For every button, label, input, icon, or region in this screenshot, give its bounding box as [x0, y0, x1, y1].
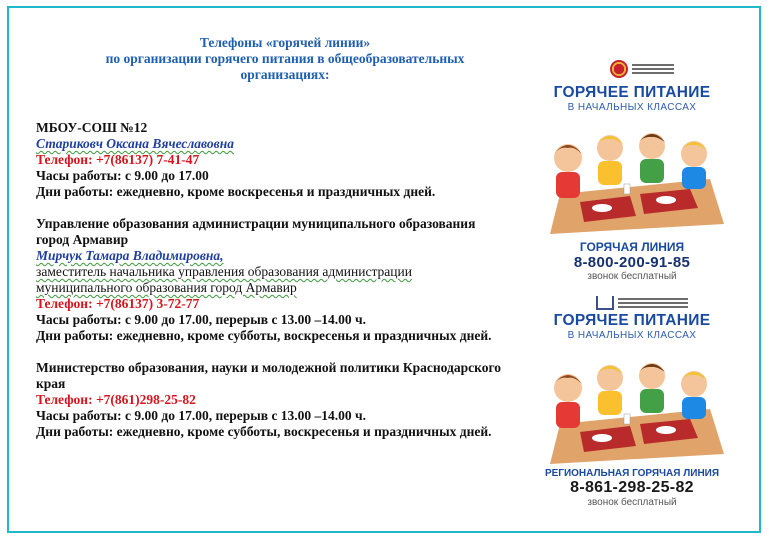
- org-name-line-1: Управление образования администрации муниципального образования: [36, 216, 476, 231]
- phone-number: Телефон: +7(861)298-25-82: [36, 392, 196, 407]
- hotline-poster-regional: [536, 292, 728, 512]
- org-name-line-2: края: [36, 376, 66, 391]
- hotline-info: [536, 240, 728, 282]
- hotline-label: ГОРЯЧАЯ ЛИНИЯ: [579, 240, 685, 254]
- document-heading: [30, 35, 540, 83]
- org-name: МБОУ-СОШ №12: [36, 120, 148, 135]
- ministry-logo-icon: [596, 296, 688, 310]
- contact-person: Мирчук Тамара Владимировна,: [36, 248, 224, 263]
- contact-position-line-2: муниципального образования город Армавир: [36, 280, 297, 295]
- poster-title-main: ГОРЯЧЕЕ ПИТАНИЕ: [553, 84, 711, 101]
- contact-block-school: [36, 120, 536, 200]
- contact-block-education-department: [36, 216, 536, 344]
- work-hours: Часы работы: с 9.00 до 17.00, перерыв с 13.00 –14.00 ч.: [36, 312, 367, 327]
- hotline-info: [536, 468, 728, 508]
- poster-title: [536, 84, 728, 113]
- poster-title-sub: В НАЧАЛЬНЫХ КЛАССАХ: [567, 102, 697, 113]
- work-hours: Часы работы: с 9.00 до 17.00: [36, 168, 209, 183]
- hotline-number: 8-800-200-91-85: [573, 254, 691, 271]
- contact-position-line-1: заместитель начальника управления образования администрации: [36, 264, 412, 279]
- hotline-label: РЕГИОНАЛЬНАЯ ГОРЯЧАЯ ЛИНИЯ: [544, 468, 720, 479]
- poster-title-sub: В НАЧАЛЬНЫХ КЛАССАХ: [567, 330, 697, 341]
- contacts-list: [36, 120, 536, 440]
- children-eating-illustration: [540, 124, 724, 234]
- heading-line-1: Телефоны «горячей линии»: [199, 35, 371, 50]
- hotline-number: 8-861-298-25-82: [570, 479, 694, 496]
- contact-person: Стариковч Оксана Вячеславовна: [36, 136, 234, 151]
- heading-line-3: организациях:: [240, 67, 330, 82]
- hotline-poster-federal: [536, 50, 728, 282]
- work-days: Дни работы: ежедневно, кроме воскресенья и праздничных дней.: [36, 184, 436, 199]
- hotline-note: звонок бесплатный: [587, 271, 677, 282]
- hotline-note: звонок бесплатный: [587, 497, 677, 508]
- phone-number: Телефон: +7(86137) 3-72-77: [36, 296, 200, 311]
- ministry-emblem-icon: [610, 60, 674, 78]
- children-eating-illustration: [540, 354, 724, 464]
- org-name-line-1: Министерство образования, науки и молодежной политики Краснодарского: [36, 360, 502, 375]
- work-hours: Часы работы: с 9.00 до 17.00, перерыв с 13.00 –14.00 ч.: [36, 408, 367, 423]
- org-name-line-2: город Армавир: [36, 232, 129, 247]
- work-days: Дни работы: ежедневно, кроме субботы, воскресенья и праздничных дней.: [36, 424, 492, 439]
- poster-title-main: ГОРЯЧЕЕ ПИТАНИЕ: [553, 312, 711, 329]
- poster-title: [536, 312, 728, 341]
- contact-block-ministry: [36, 360, 536, 440]
- phone-number: Телефон: +7(86137) 7-41-47: [36, 152, 200, 167]
- heading-line-2: по организации горячего питания в общеобразовательных: [105, 51, 465, 66]
- work-days: Дни работы: ежедневно, кроме субботы, воскресенья и праздничных дней.: [36, 328, 492, 343]
